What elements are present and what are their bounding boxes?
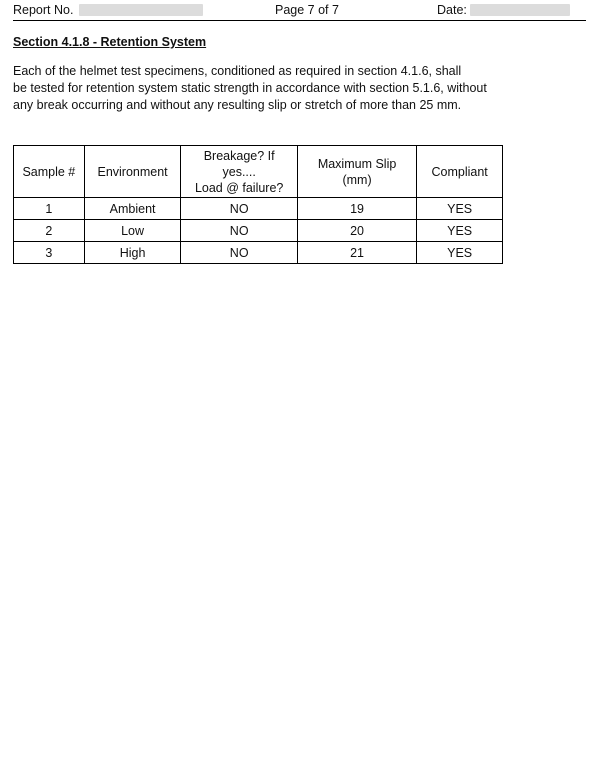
table-header-row xyxy=(14,146,503,198)
header-max-slip xyxy=(297,146,416,198)
report-number-label: Report No. xyxy=(13,3,74,17)
section-title: Section 4.1.8 - Retention System xyxy=(13,35,207,49)
retention-results-table xyxy=(13,145,503,264)
cell-breakage: NO xyxy=(181,220,297,242)
cell-environment: Ambient xyxy=(84,198,181,220)
header-max-slip-line: Maximum Slip xyxy=(317,156,397,171)
header-environment: Environment xyxy=(84,146,181,198)
page-header xyxy=(13,0,586,21)
header-breakage-line: Load @ failure? xyxy=(194,180,284,195)
redacted-report-number xyxy=(79,4,203,16)
cell-sample: 3 xyxy=(14,242,85,264)
header-breakage-line: yes.... xyxy=(222,164,256,179)
intro-line: Each of the helmet test specimens, conditioned as required in section 4.1.6, shall xyxy=(13,64,462,78)
cell-breakage: NO xyxy=(181,242,297,264)
date-label: Date: xyxy=(437,3,467,17)
section-intro xyxy=(13,63,533,114)
header-sample: Sample # xyxy=(14,146,85,198)
header-breakage xyxy=(181,146,297,198)
header-max-slip-line: (mm) xyxy=(342,172,372,187)
cell-compliant: YES xyxy=(417,198,503,220)
table-row xyxy=(14,198,503,220)
cell-sample: 1 xyxy=(14,198,85,220)
redacted-date xyxy=(470,4,570,16)
header-compliant: Compliant xyxy=(417,146,503,198)
table-row xyxy=(14,242,503,264)
cell-max-slip: 21 xyxy=(297,242,416,264)
cell-sample: 2 xyxy=(14,220,85,242)
cell-environment: Low xyxy=(84,220,181,242)
header-breakage-line: Breakage? If xyxy=(203,148,275,163)
cell-compliant: YES xyxy=(417,242,503,264)
cell-environment: High xyxy=(84,242,181,264)
cell-max-slip: 19 xyxy=(297,198,416,220)
cell-compliant: YES xyxy=(417,220,503,242)
cell-max-slip: 20 xyxy=(297,220,416,242)
page-number-label: Page 7 of 7 xyxy=(275,3,339,17)
intro-line: be tested for retention system static strength in accordance with section 5.1.6, without xyxy=(13,81,487,95)
table-row xyxy=(14,220,503,242)
cell-breakage: NO xyxy=(181,198,297,220)
intro-line: any break occurring and without any resulting slip or stretch of more than 25 mm. xyxy=(13,98,462,112)
